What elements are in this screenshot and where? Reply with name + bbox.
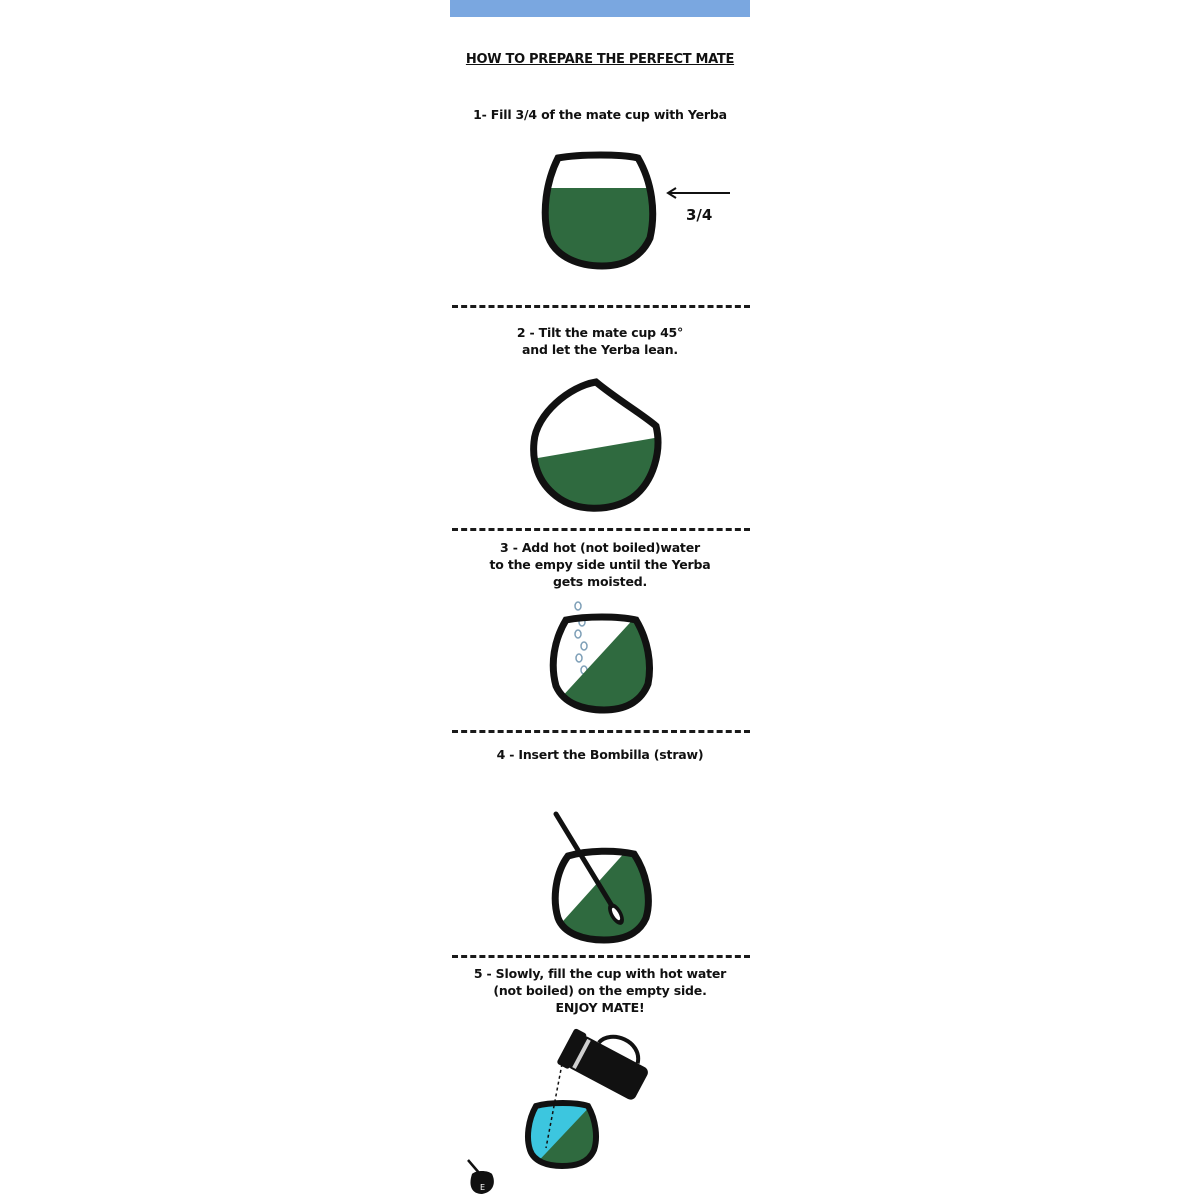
water-stream-icon [540,1062,570,1152]
step-5-line-3: ENJOY MATE! [555,1000,645,1015]
svg-text:E: E [480,1183,486,1192]
divider [452,305,750,308]
step-4-text: 4 - Insert the Bombilla (straw) [496,747,704,762]
arrow-icon [664,186,734,200]
mate-cup-icon [548,614,660,716]
mate-cup-tilted-icon [526,378,666,518]
step-3-text [450,539,750,590]
divider [452,955,750,958]
step-5-text [450,965,750,1016]
step-2-line-2: and let the Yerba lean. [522,342,678,357]
page-title: HOW TO PREPARE THE PERFECT MATE [465,52,735,67]
divider [452,730,750,733]
step-5-line-2: (not boiled) on the empty side. [493,983,707,998]
small-mate-icon [464,1158,498,1196]
divider [452,528,750,531]
step-3-line-1: 3 - Add hot (not boiled)water [500,540,700,555]
step-1-text: 1- Fill 3/4 of the mate cup with Yerba [473,107,727,122]
step-3-line-3: gets moisted. [552,574,648,589]
three-quarters-label: 3/4 [686,206,713,224]
step-5-line-1: 5 - Slowly, fill the cup with hot water [473,966,727,981]
mate-cup-icon [540,152,670,272]
step-3-line-2: to the empy side until the Yerba [489,557,711,572]
header-bar [450,0,750,17]
mate-cup-with-bombilla-icon [546,810,662,946]
step-2-line-1: 2 - Tilt the mate cup 45° [516,325,684,340]
step-2-text [450,324,750,358]
